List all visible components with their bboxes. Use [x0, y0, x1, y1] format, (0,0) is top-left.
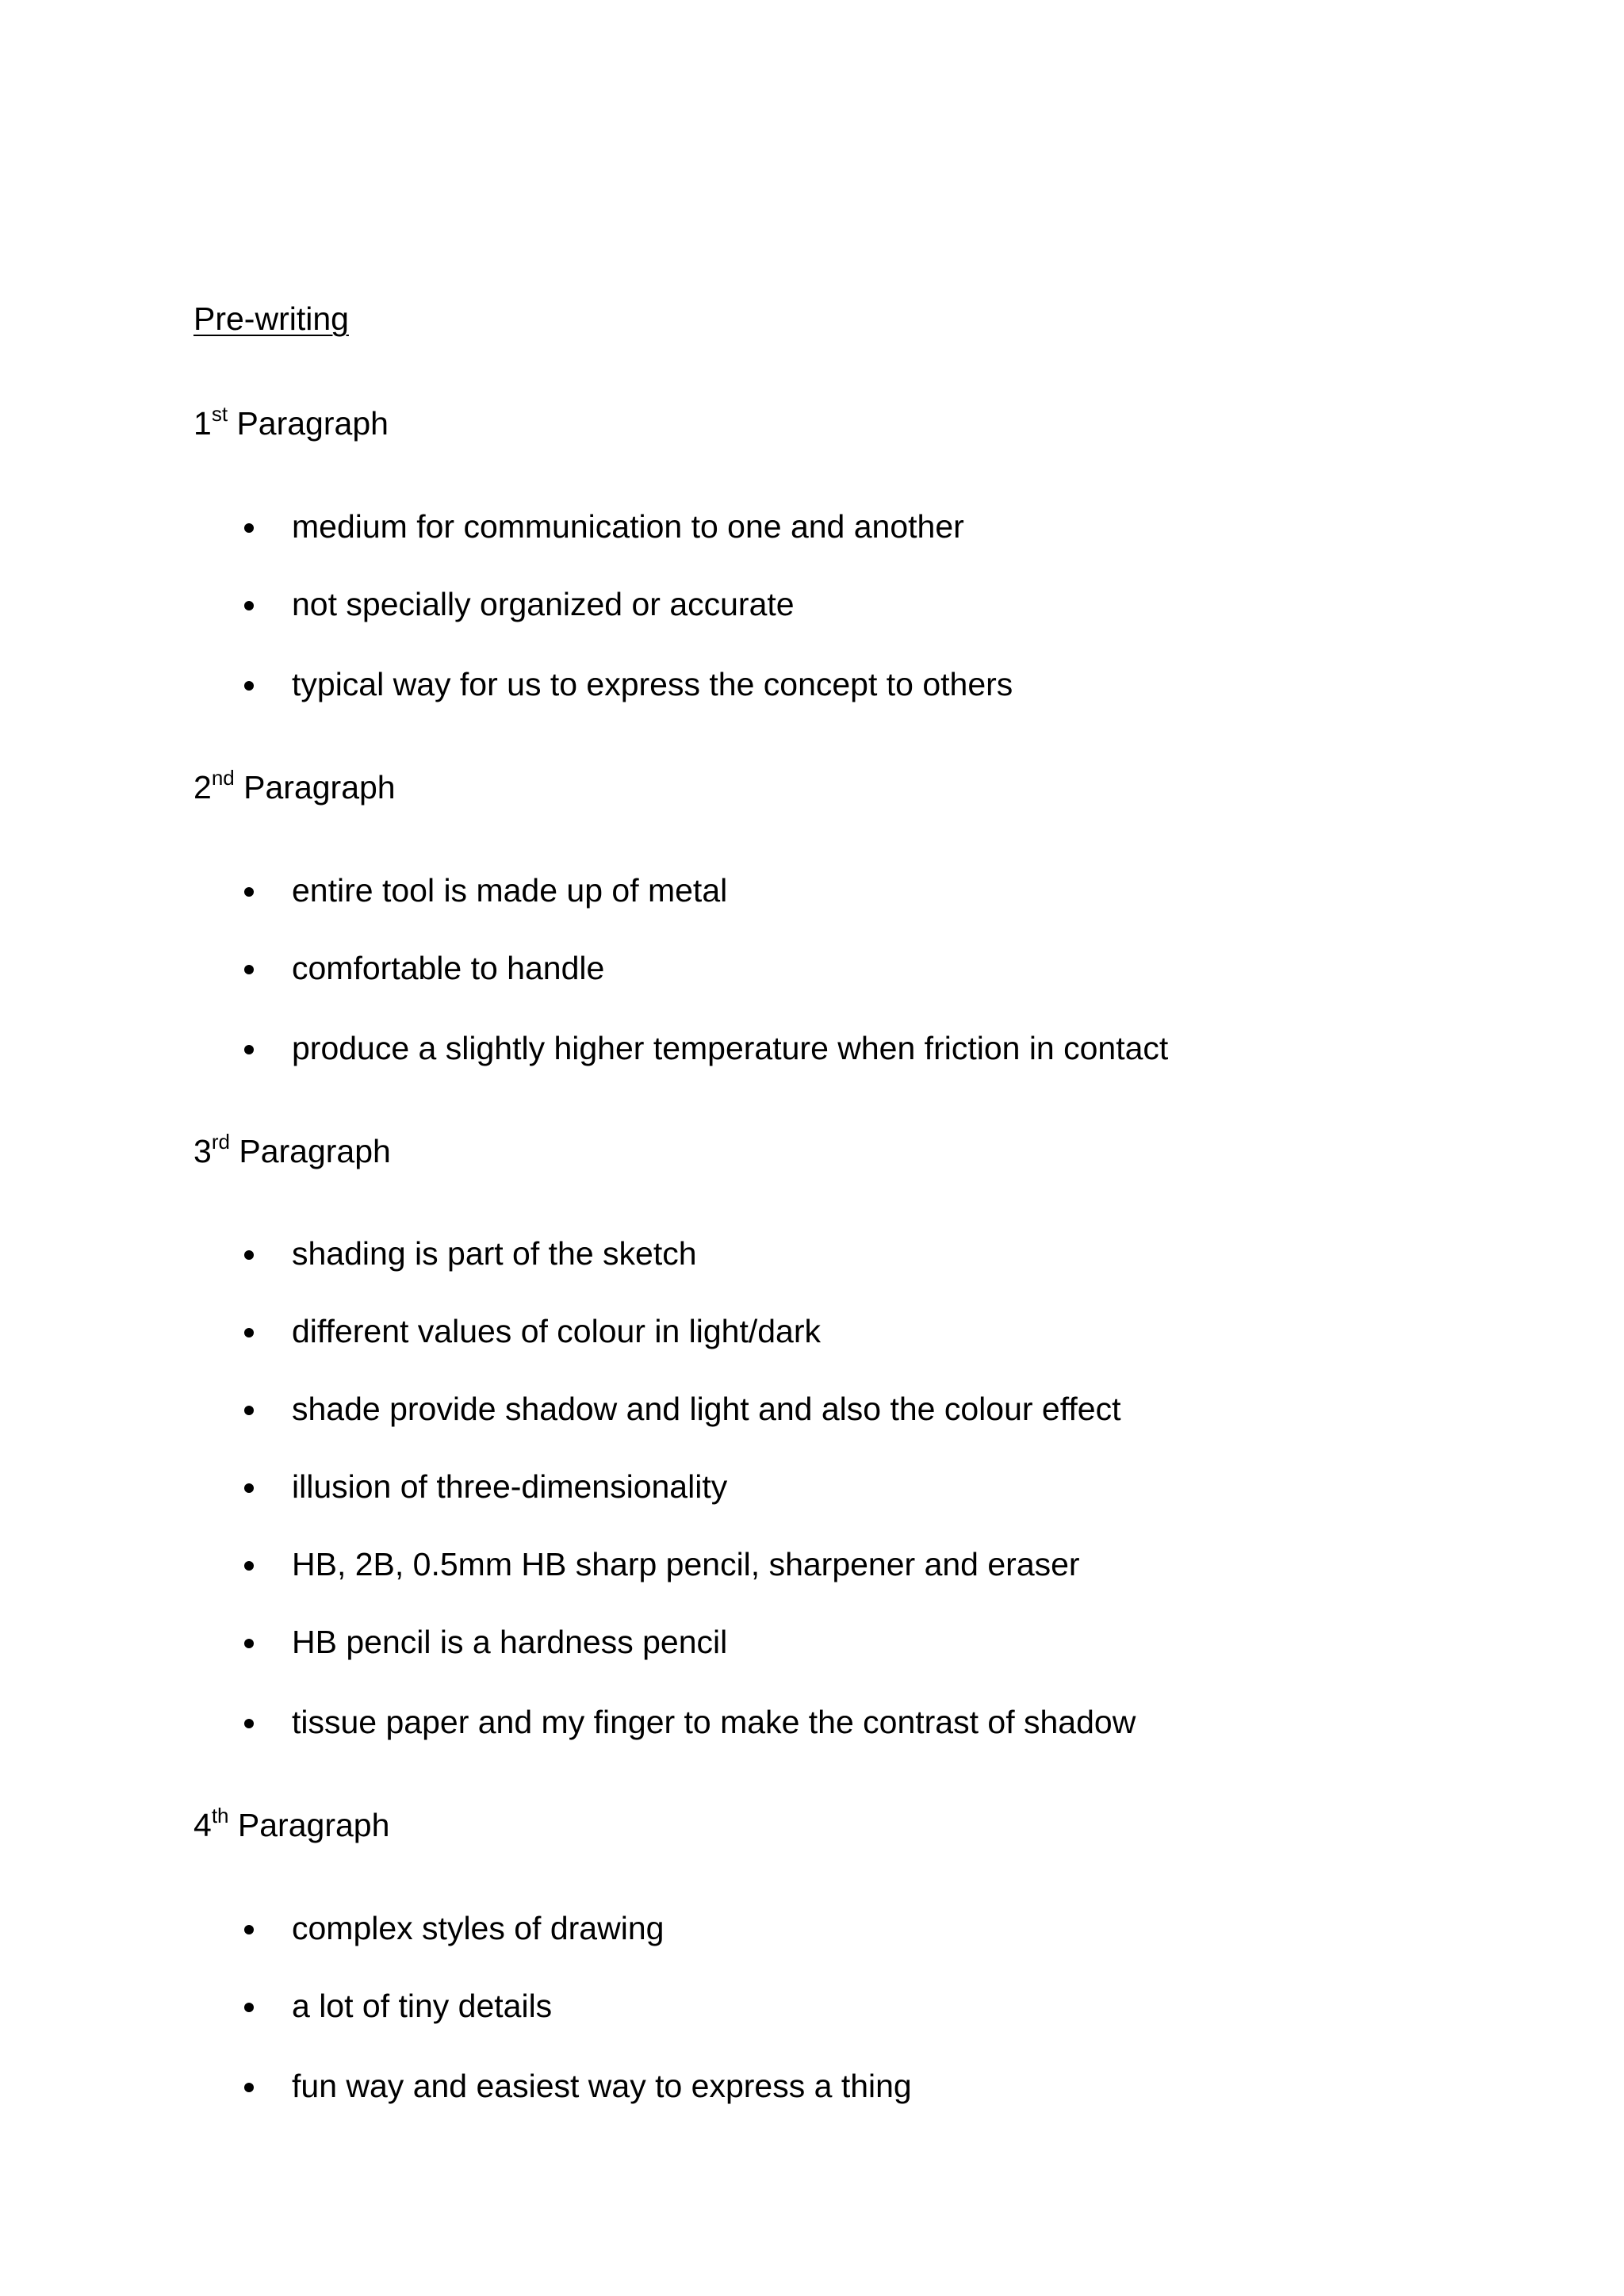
bullet-icon [244, 887, 254, 897]
list-item-text: tissue paper and my finger to make the contrast of shadow [292, 1704, 1136, 1740]
section-label: Paragraph [239, 1133, 391, 1169]
section-ordinal-suffix: st [211, 402, 228, 427]
list-item-text: entire tool is made up of metal [292, 872, 728, 909]
list-item-text: different values of colour in light/dark [292, 1313, 822, 1349]
bullet-icon [244, 1719, 254, 1728]
section-number: 2 [193, 769, 212, 806]
list-item-text: HB pencil is a hardness pencil [292, 1624, 728, 1660]
list-item-text: complex styles of drawing [292, 1910, 665, 1946]
section-heading-4 [193, 1806, 389, 1844]
section-ordinal-suffix: nd [211, 766, 235, 790]
section-label: Paragraph [237, 1807, 390, 1843]
bullet-icon [244, 2083, 254, 2092]
bullet-icon [244, 1328, 254, 1337]
bullet-icon [244, 965, 254, 974]
list-item-text: produce a slightly higher temperature when friction in contact [292, 1030, 1169, 1066]
list-item-text: shade provide shadow and light and also the colour effect [292, 1391, 1121, 1427]
bullet-icon [244, 1045, 254, 1054]
section-number: 3 [193, 1133, 212, 1169]
bullet-icon [244, 601, 254, 610]
bullet-icon [244, 1561, 254, 1571]
section-ordinal-suffix: rd [211, 1130, 230, 1154]
section-number: 4 [193, 1807, 212, 1843]
section-heading-3 [193, 1132, 391, 1170]
document-title: Pre-writing [193, 300, 349, 337]
section-number: 1 [193, 405, 212, 442]
list-item-text: comfortable to handle [292, 950, 605, 986]
list-item-text: fun way and easiest way to express a thing [292, 2068, 912, 2104]
section-heading-2 [193, 768, 396, 806]
list-item-text: a lot of tiny details [292, 1988, 553, 2024]
bullet-icon [244, 1483, 254, 1493]
bullet-icon [244, 523, 254, 533]
bullet-icon [244, 1639, 254, 1648]
list-item-text: HB, 2B, 0.5mm HB sharp pencil, sharpener and eraser [292, 1546, 1080, 1582]
list-item-text: medium for communication to one and another [292, 508, 964, 545]
bullet-icon [244, 1250, 254, 1260]
bullet-icon [244, 1406, 254, 1415]
section-label: Paragraph [236, 405, 389, 442]
list-item-text: not specially organized or accurate [292, 586, 795, 622]
list-item-text: typical way for us to express the concept to others [292, 666, 1013, 702]
bullet-icon [244, 681, 254, 691]
section-ordinal-suffix: th [211, 1804, 229, 1828]
list-item-text: shading is part of the sketch [292, 1235, 697, 1272]
bullet-icon [244, 2003, 254, 2012]
list-item-text: illusion of three-dimensionality [292, 1468, 728, 1505]
section-label: Paragraph [243, 769, 396, 806]
bullet-icon [244, 1925, 254, 1934]
section-heading-1 [193, 404, 389, 442]
